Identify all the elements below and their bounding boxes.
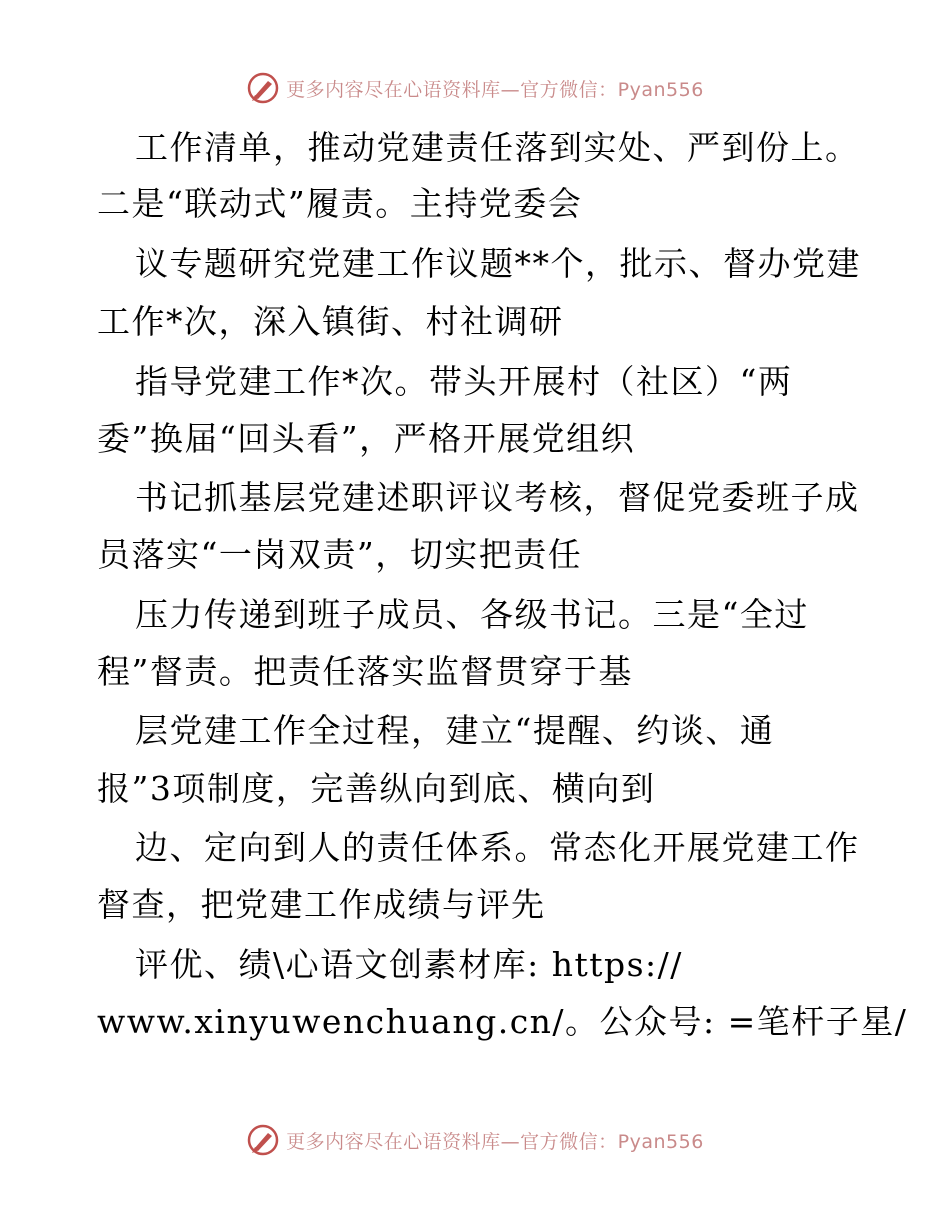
footer-watermark-id: Pyan556	[617, 1130, 704, 1153]
text-line: 评优、绩\心语文创素材库: https://	[135, 945, 683, 984]
text-line: 二是“联动式”履责。主持党委会	[97, 184, 583, 223]
text-line: 程”督责。把责任落实监督贯穿于基	[97, 652, 633, 691]
pen-logo-icon	[246, 1123, 280, 1157]
text-line: 层党建工作全过程，建立“提醒、约谈、通	[135, 711, 775, 750]
text-line: 压力传递到班子成员、各级书记。三是“全过	[135, 595, 809, 634]
text-line: 指导党建工作*次。带头开展村（社区）“两	[135, 362, 793, 401]
text-line: 督查，把党建工作成绩与评先	[97, 885, 546, 924]
text-line: 委”换届“回头看”，严格开展党组织	[97, 419, 636, 458]
header-watermark-text: 更多内容尽在心语资料库—官方微信：Pyan556	[286, 78, 704, 101]
text-line: 工作清单，推动党建责任落到实处、严到份上。	[135, 128, 860, 167]
footer-watermark	[0, 1120, 950, 1160]
text-line: 报”3项制度，完善纵向到底、横向到	[97, 769, 656, 808]
text-line: www.xinyuwenchuang.cn/。公众号: =笔杆子星/	[97, 1002, 908, 1041]
text-line: 边、定向到人的责任体系。常态化开展党建工作	[135, 828, 860, 867]
text-line: 员落实“一岗双责”，切实把责任	[97, 535, 583, 574]
pen-logo-icon	[246, 71, 280, 105]
text-line: 书记抓基层党建述职评议考核，督促党委班子成	[135, 478, 860, 517]
text-line: 议专题研究党建工作议题**个，批示、督办党建	[135, 244, 861, 283]
footer-watermark-text: 更多内容尽在心语资料库—官方微信：Pyan556	[286, 1130, 704, 1153]
text-line: 工作*次，深入镇街、村社调研	[97, 302, 564, 341]
header-watermark-id: Pyan556	[617, 78, 704, 101]
header-watermark	[0, 68, 950, 108]
